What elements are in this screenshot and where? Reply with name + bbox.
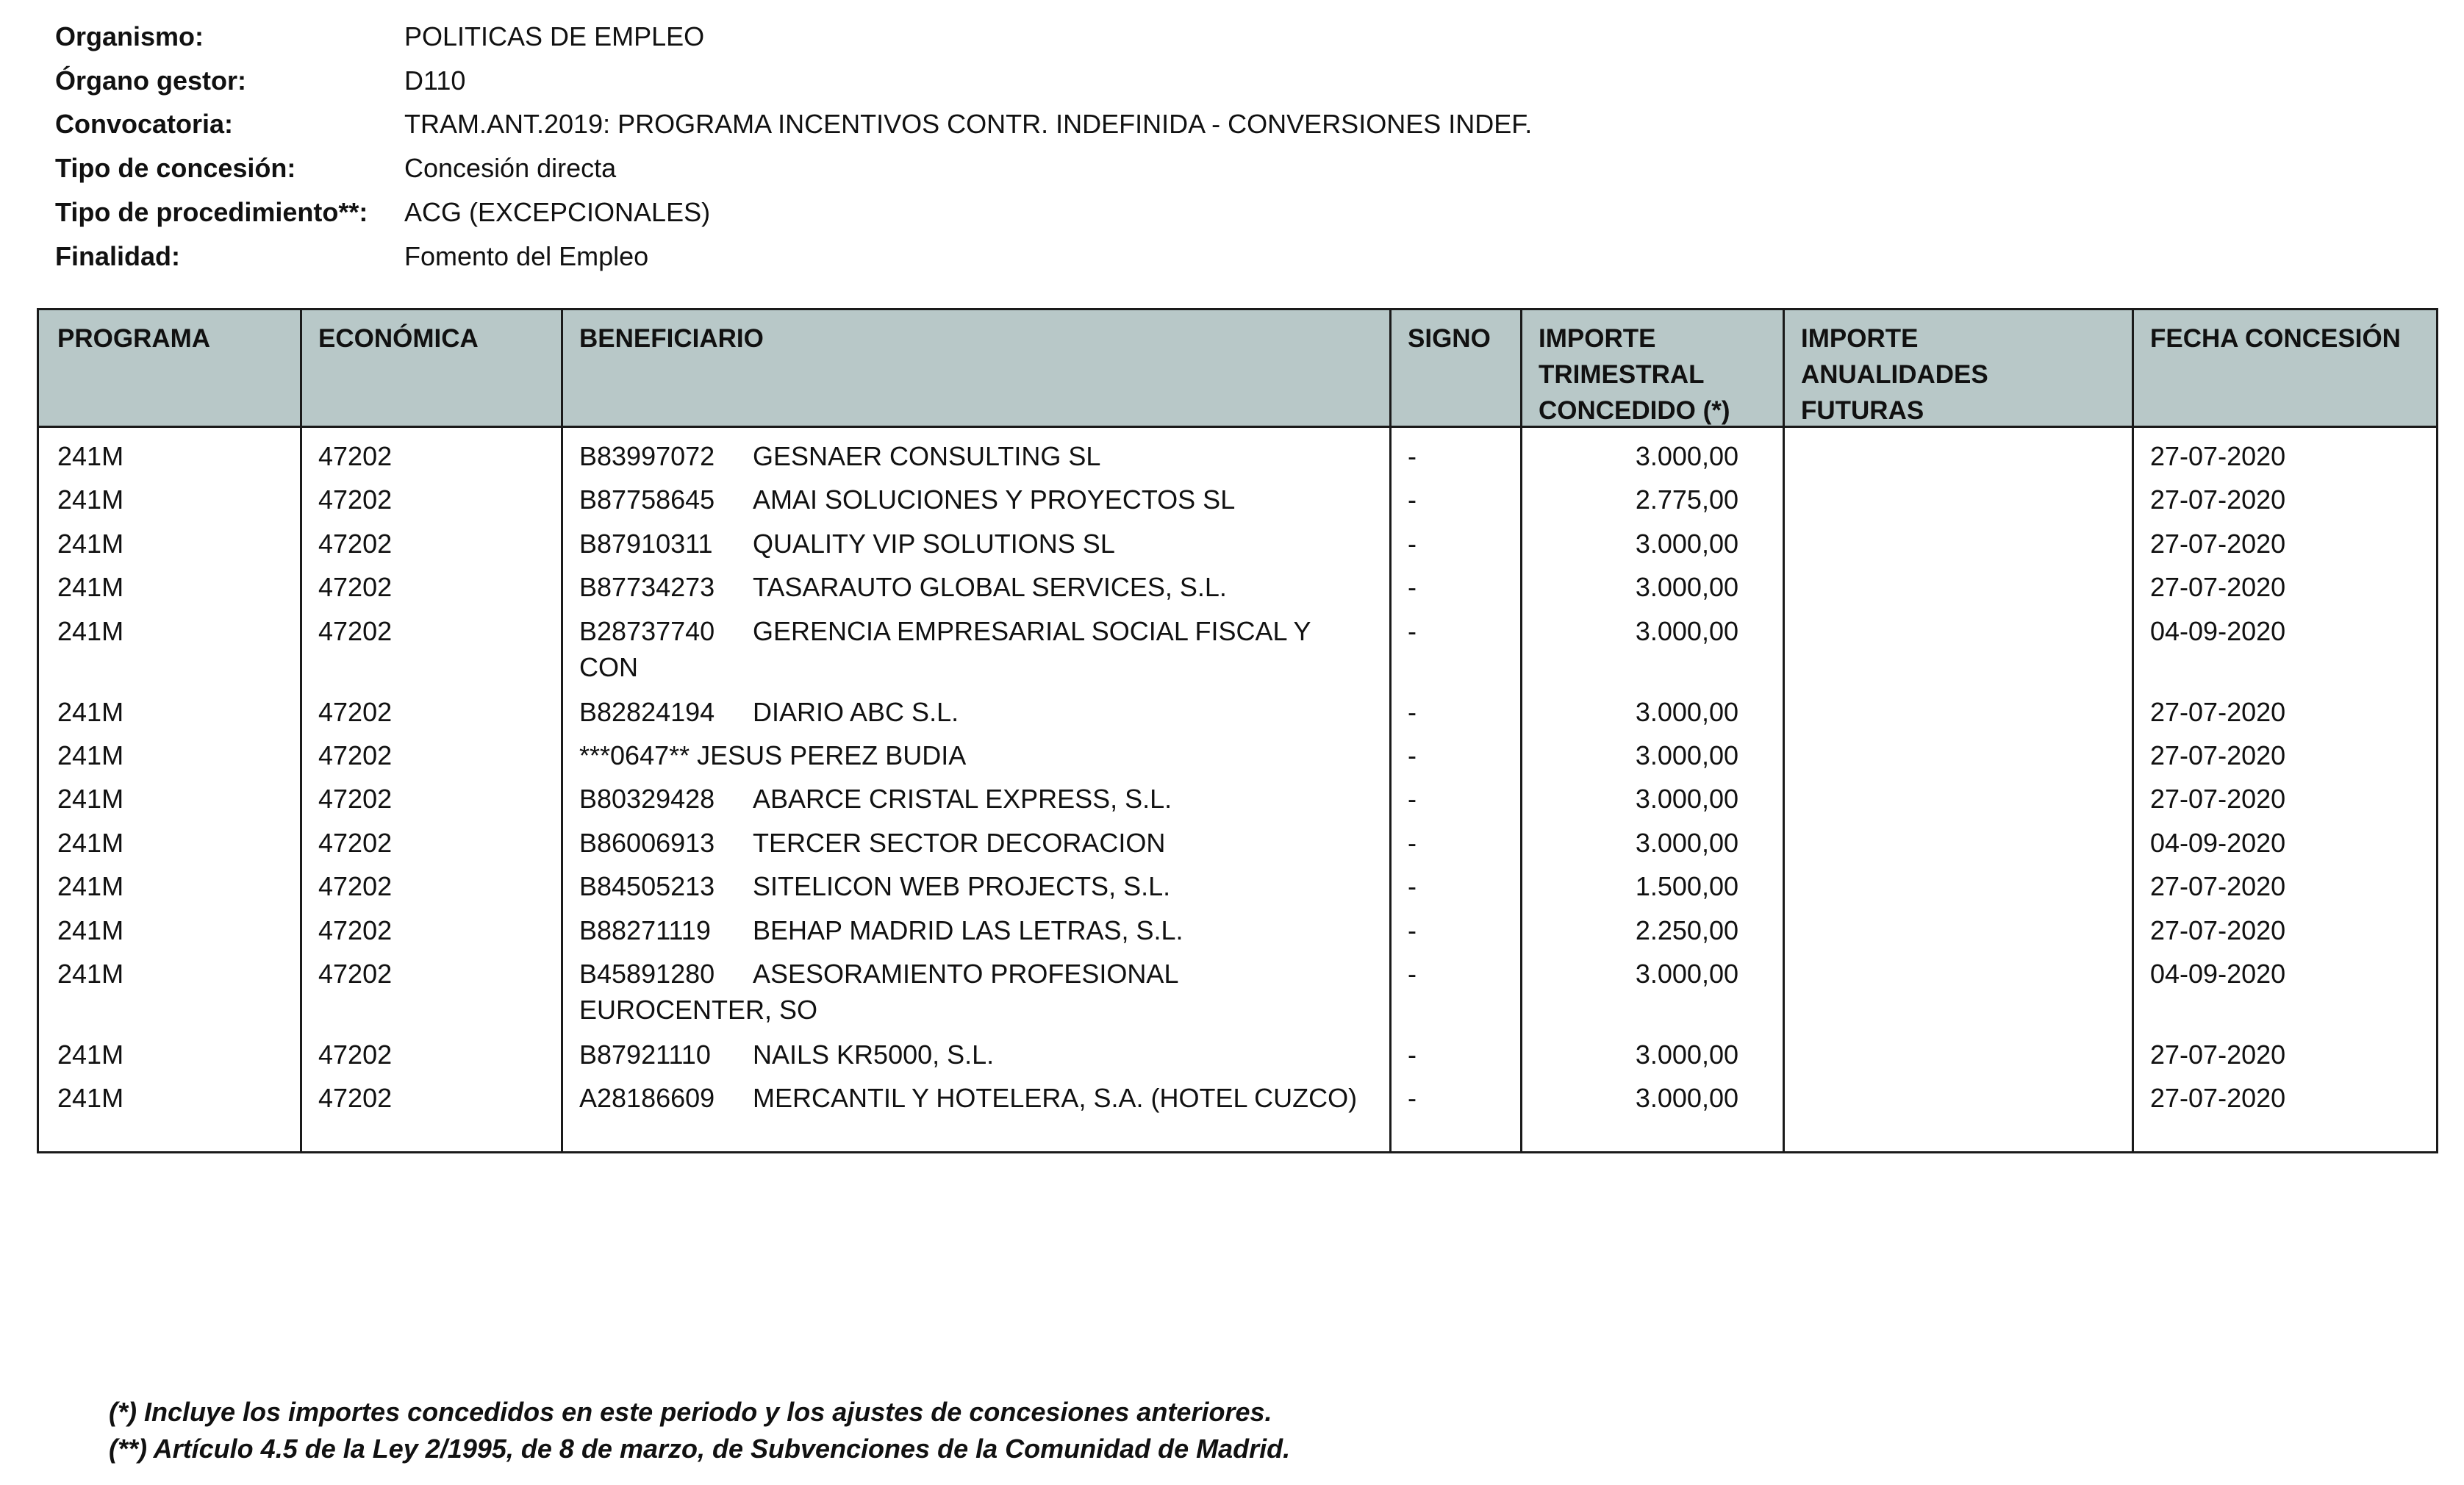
field-convocatoria xyxy=(55,103,1532,147)
cell-programa: 241M xyxy=(57,484,124,515)
beneficiary-name: DIARIO ABC S.L. xyxy=(753,696,959,727)
field-finalidad xyxy=(55,235,1532,279)
cell-signo: - xyxy=(1408,1083,1417,1114)
cell-importe: 3.000,00 xyxy=(1635,740,1738,770)
table-row xyxy=(39,603,2436,684)
table-header xyxy=(39,310,2436,428)
field-value: TRAM.ANT.2019: PROGRAMA INCENTIVOS CONTR. INDEFINIDA - CONVERSIONES INDEF. xyxy=(404,109,1533,140)
cell-importe: 3.000,00 xyxy=(1635,441,1738,471)
grants-table xyxy=(37,308,2438,1153)
cell-signo: - xyxy=(1408,827,1417,858)
cell-signo: - xyxy=(1408,740,1417,770)
beneficiary-nif: B83997072 xyxy=(579,441,715,471)
beneficiary-nif: B87734273 xyxy=(579,572,715,603)
field-label: Organismo: xyxy=(55,21,204,51)
cell-importe: 3.000,00 xyxy=(1635,958,1738,989)
cell-fecha: 27-07-2020 xyxy=(2150,915,2286,945)
beneficiary-name: MERCANTIL Y HOTELERA, S.A. (HOTEL CUZCO) xyxy=(753,1083,1358,1114)
table-row xyxy=(39,559,2436,602)
cell-economica: 47202 xyxy=(318,484,393,515)
beneficiary-nif: B86006913 xyxy=(579,827,715,858)
cell-fecha: 27-07-2020 xyxy=(2150,528,2286,559)
beneficiary-name: SITELICON WEB PROJECTS, S.L. xyxy=(753,871,1171,902)
beneficiary-nif: A28186609 xyxy=(579,1083,715,1114)
beneficiary-name: BEHAP MADRID LAS LETRAS, S.L. xyxy=(753,915,1183,945)
table-row xyxy=(39,1026,2436,1070)
field-organo-gestor xyxy=(55,59,1532,103)
beneficiary-nif: B28737740 xyxy=(579,615,715,646)
cell-economica: 47202 xyxy=(318,441,393,471)
footnotes xyxy=(109,1394,1290,1467)
column-divider xyxy=(1783,310,1785,1151)
beneficiary-name: TASARAUTO GLOBAL SERVICES, S.L. xyxy=(753,572,1227,603)
column-divider xyxy=(561,310,563,1151)
cell-economica: 47202 xyxy=(318,827,393,858)
beneficiary-nif: B82824194 xyxy=(579,696,715,727)
cell-beneficiario xyxy=(579,569,1388,605)
cell-importe: 3.000,00 xyxy=(1635,615,1738,646)
table-row xyxy=(39,902,2436,945)
cell-fecha: 27-07-2020 xyxy=(2150,441,2286,471)
field-tipo-concesion xyxy=(55,146,1532,190)
cell-fecha: 27-07-2020 xyxy=(2150,784,2286,815)
cell-economica: 47202 xyxy=(318,1039,393,1070)
cell-importe: 3.000,00 xyxy=(1635,528,1738,559)
cell-programa: 241M xyxy=(57,528,124,559)
field-value: Concesión directa xyxy=(404,153,617,184)
cell-importe: 3.000,00 xyxy=(1635,827,1738,858)
cell-beneficiario xyxy=(579,1037,1388,1073)
cell-signo: - xyxy=(1408,572,1417,603)
cell-beneficiario xyxy=(579,912,1388,948)
cell-beneficiario xyxy=(579,526,1388,562)
col-header-beneficiario: BENEFICIARIO xyxy=(579,324,764,353)
cell-beneficiario xyxy=(579,1080,1388,1116)
field-value: ACG (EXCEPCIONALES) xyxy=(404,197,711,228)
table-row xyxy=(39,1070,2436,1113)
footnote: (**) Artículo 4.5 de la Ley 2/1995, de 8 de marzo, de Subvenciones de la Comunidad de Madrid. xyxy=(109,1434,1291,1464)
beneficiary-name: ASESORAMIENTO PROFESIONAL xyxy=(753,958,1179,989)
cell-fecha: 04-09-2020 xyxy=(2150,615,2286,646)
beneficiary-nif: B84505213 xyxy=(579,871,715,902)
cell-economica: 47202 xyxy=(318,572,393,603)
cell-importe: 2.775,00 xyxy=(1635,484,1738,515)
col-header-importe-futuras: IMPORTE ANUALIDADES FUTURAS xyxy=(1801,324,1988,425)
cell-fecha: 27-07-2020 xyxy=(2150,484,2286,515)
cell-importe: 3.000,00 xyxy=(1635,572,1738,603)
cell-economica: 47202 xyxy=(318,784,393,815)
beneficiary-nif: B88271119 xyxy=(579,915,711,945)
beneficiary-name: AMAI SOLUCIONES Y PROYECTOS SL xyxy=(753,484,1236,515)
cell-beneficiario xyxy=(579,613,1388,685)
cell-signo: - xyxy=(1408,784,1417,815)
field-label: Finalidad: xyxy=(55,240,180,271)
cell-fecha: 04-09-2020 xyxy=(2150,958,2286,989)
col-header-importe-trimestral: IMPORTE TRIMESTRAL CONCEDIDO (*) xyxy=(1539,324,1730,425)
cell-importe: 3.000,00 xyxy=(1635,1083,1738,1114)
cell-signo: - xyxy=(1408,528,1417,559)
cell-fecha: 27-07-2020 xyxy=(2150,740,2286,770)
cell-signo: - xyxy=(1408,441,1417,471)
beneficiary-name: GESNAER CONSULTING SL xyxy=(753,441,1101,471)
table-row xyxy=(39,471,2436,515)
cell-signo: - xyxy=(1408,484,1417,515)
cell-programa: 241M xyxy=(57,696,124,727)
cell-economica: 47202 xyxy=(318,696,393,727)
cell-programa: 241M xyxy=(57,740,124,770)
cell-fecha: 27-07-2020 xyxy=(2150,572,2286,603)
field-value: POLITICAS DE EMPLEO xyxy=(404,21,705,51)
cell-programa: 241M xyxy=(57,827,124,858)
cell-programa: 241M xyxy=(57,1083,124,1114)
col-header-fecha: FECHA CONCESIÓN xyxy=(2150,324,2401,353)
cell-economica: 47202 xyxy=(318,740,393,770)
column-divider xyxy=(1520,310,1522,1151)
cell-programa: 241M xyxy=(57,615,124,646)
field-label: Tipo de concesión: xyxy=(55,153,296,184)
cell-importe: 1.500,00 xyxy=(1635,871,1738,902)
cell-signo: - xyxy=(1408,871,1417,902)
cell-programa: 241M xyxy=(57,871,124,902)
table-row xyxy=(39,858,2436,901)
cell-economica: 47202 xyxy=(318,958,393,989)
cell-economica: 47202 xyxy=(318,915,393,945)
field-label: Tipo de procedimiento**: xyxy=(55,197,368,228)
table-row xyxy=(39,515,2436,559)
table-row xyxy=(39,727,2436,770)
cell-signo: - xyxy=(1408,696,1417,727)
cell-fecha: 27-07-2020 xyxy=(2150,696,2286,727)
cell-importe: 3.000,00 xyxy=(1635,1039,1738,1070)
cell-beneficiario xyxy=(579,694,1388,730)
cell-beneficiario xyxy=(579,482,1388,518)
cell-economica: 47202 xyxy=(318,528,393,559)
cell-beneficiario xyxy=(579,781,1388,817)
beneficiary-nif: B45891280 xyxy=(579,958,715,989)
cell-beneficiario xyxy=(579,438,1388,474)
cell-programa: 241M xyxy=(57,915,124,945)
table-row xyxy=(39,684,2436,727)
beneficiary-name-cont: CON xyxy=(579,651,638,682)
table-row xyxy=(39,770,2436,814)
column-divider xyxy=(1389,310,1392,1151)
cell-beneficiario xyxy=(579,737,1388,773)
cell-fecha: 27-07-2020 xyxy=(2150,871,2286,902)
cell-signo: - xyxy=(1408,958,1417,989)
col-header-programa: PROGRAMA xyxy=(57,324,211,353)
cell-fecha: 27-07-2020 xyxy=(2150,1039,2286,1070)
beneficiary-name-cont: EUROCENTER, SO xyxy=(579,994,818,1025)
table-row xyxy=(39,945,2436,1026)
column-divider xyxy=(2132,310,2134,1151)
cell-beneficiario xyxy=(579,956,1388,1028)
field-label: Órgano gestor: xyxy=(55,65,247,96)
cell-importe: 3.000,00 xyxy=(1635,784,1738,815)
cell-fecha: 27-07-2020 xyxy=(2150,1083,2286,1114)
cell-economica: 47202 xyxy=(318,871,393,902)
beneficiary-nif: B87758645 xyxy=(579,484,715,515)
beneficiary-name: QUALITY VIP SOLUTIONS SL xyxy=(753,528,1115,559)
cell-beneficiario xyxy=(579,825,1388,861)
table-row xyxy=(39,428,2436,471)
field-value: Fomento del Empleo xyxy=(404,240,649,271)
beneficiary-name: ***0647** JESUS PEREZ BUDIA xyxy=(579,740,967,770)
field-tipo-procedimiento xyxy=(55,190,1532,235)
cell-programa: 241M xyxy=(57,1039,124,1070)
cell-importe: 3.000,00 xyxy=(1635,696,1738,727)
cell-programa: 241M xyxy=(57,441,124,471)
cell-importe: 2.250,00 xyxy=(1635,915,1738,945)
cell-programa: 241M xyxy=(57,572,124,603)
cell-economica: 47202 xyxy=(318,615,393,646)
beneficiary-name: NAILS KR5000, S.L. xyxy=(753,1039,995,1070)
cell-beneficiario xyxy=(579,868,1388,904)
table-row xyxy=(39,815,2436,858)
cell-fecha: 04-09-2020 xyxy=(2150,827,2286,858)
cell-signo: - xyxy=(1408,615,1417,646)
beneficiary-name: ABARCE CRISTAL EXPRESS, S.L. xyxy=(753,784,1172,815)
beneficiary-nif: B80329428 xyxy=(579,784,715,815)
beneficiary-name: GERENCIA EMPRESARIAL SOCIAL FISCAL Y xyxy=(753,615,1311,646)
cell-economica: 47202 xyxy=(318,1083,393,1114)
cell-signo: - xyxy=(1408,1039,1417,1070)
field-value: D110 xyxy=(404,65,466,96)
field-organismo xyxy=(55,15,1532,59)
cell-programa: 241M xyxy=(57,958,124,989)
table-body xyxy=(39,428,2436,1114)
footnote: (*) Incluye los importes concedidos en este periodo y los ajustes de concesiones anteriores. xyxy=(109,1397,1272,1427)
field-label: Convocatoria: xyxy=(55,109,234,140)
col-header-signo: SIGNO xyxy=(1408,324,1491,353)
beneficiary-name: TERCER SECTOR DECORACION xyxy=(753,827,1166,858)
cell-signo: - xyxy=(1408,915,1417,945)
header-fields xyxy=(55,15,1532,279)
beneficiary-nif: B87921110 xyxy=(579,1039,711,1070)
beneficiary-nif: B87910311 xyxy=(579,528,713,559)
column-divider xyxy=(300,310,302,1151)
cell-programa: 241M xyxy=(57,784,124,815)
col-header-economica: ECONÓMICA xyxy=(318,324,479,353)
